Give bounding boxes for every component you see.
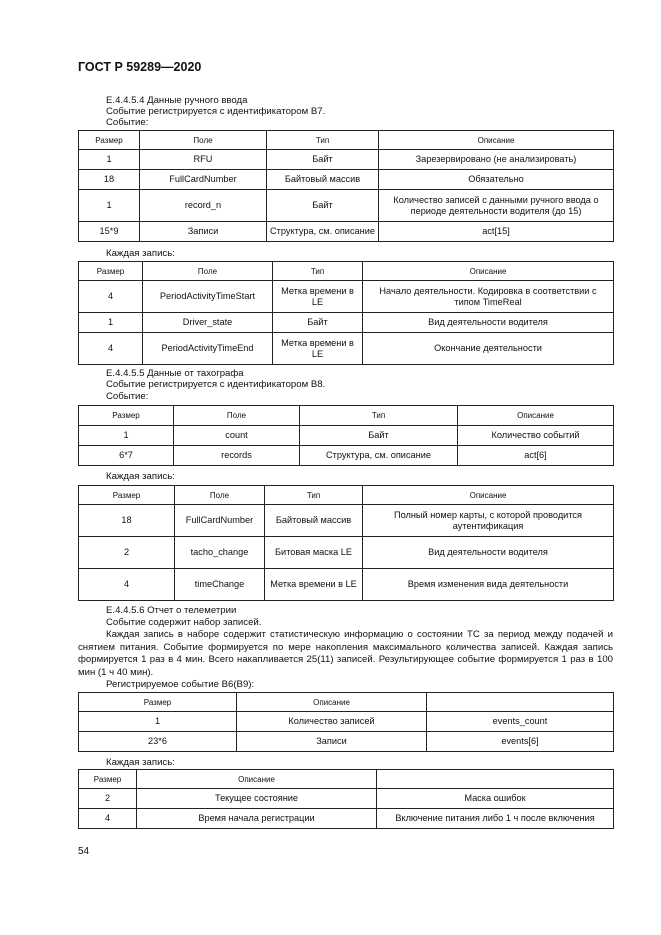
data-table [78, 405, 614, 466]
table-cell: Текущее состояние [137, 789, 377, 809]
section-title: Е.4.4.5.5 Данные от тахографа [106, 368, 244, 379]
table-cell: 1 [79, 426, 174, 446]
table-cell: Байтовый массив [267, 170, 379, 190]
table-row [79, 537, 614, 569]
table-cell: act[15] [379, 222, 614, 242]
text-line: Событие содержит набор записей. [106, 617, 262, 628]
table-cell: timeChange [175, 569, 265, 601]
table-cell: 2 [79, 537, 175, 569]
table-row [79, 505, 614, 537]
table-cell: 4 [79, 809, 137, 829]
column-header: Тип [267, 131, 379, 150]
section-title: Е.4.4.5.6 Отчет о телеметрии [106, 605, 237, 616]
text-line: Событие: [106, 391, 149, 402]
table-cell: Маска ошибок [377, 789, 614, 809]
table-cell: records [174, 446, 300, 466]
table-cell: Время изменения вида деятельности [363, 569, 614, 601]
table-cell: PeriodActivityTimeStart [143, 281, 273, 313]
table-cell: Структура, см. описание [267, 222, 379, 242]
table-row [79, 281, 614, 313]
data-table [78, 130, 614, 242]
table-cell: 1 [79, 313, 143, 333]
column-header: Описание [379, 131, 614, 150]
table-cell: Начало деятельности. Кодировка в соответствии с типом TimeReal [363, 281, 614, 313]
column-header: Тип [273, 262, 363, 281]
page-number: 54 [78, 846, 90, 857]
table-cell: 18 [79, 170, 140, 190]
data-table [78, 769, 614, 829]
table-cell: Количество записей с данными ручного ввода о периоде деятельности водителя (до 15) [379, 190, 614, 222]
table-cell: record_n [140, 190, 267, 222]
column-header: Описание [363, 262, 614, 281]
table-cell: 23*6 [79, 732, 237, 752]
column-header: Описание [237, 693, 427, 712]
table-cell: tacho_change [175, 537, 265, 569]
column-header: Тип [300, 406, 458, 426]
table-cell: Зарезервировано (не анализировать) [379, 150, 614, 170]
column-header: Описание [137, 770, 377, 789]
table-row [79, 150, 614, 170]
text-line: Событие: [106, 117, 149, 128]
column-header: Размер [79, 770, 137, 789]
table-cell: FullCardNumber [140, 170, 267, 190]
table-row [79, 569, 614, 601]
table-cell: Время начала регистрации [137, 809, 377, 829]
table-cell: Байт [273, 313, 363, 333]
column-header: Тип [265, 486, 363, 505]
text-line: Каждая запись: [106, 248, 175, 259]
table-cell: 4 [79, 569, 175, 601]
table-cell: events[6] [427, 732, 614, 752]
table-cell: Байт [267, 150, 379, 170]
table-row [79, 170, 614, 190]
column-header: Размер [79, 486, 175, 505]
table-cell: 15*9 [79, 222, 140, 242]
table-cell: Driver_state [143, 313, 273, 333]
table-cell: Полный номер карты, с которой проводится аутентификация [363, 505, 614, 537]
column-header [427, 693, 614, 712]
table-cell: RFU [140, 150, 267, 170]
data-table [78, 485, 614, 601]
table-cell: Метка времени в LE [273, 281, 363, 313]
text-line: Регистрируемое событие B6(B9): [106, 679, 255, 690]
table-cell: 2 [79, 789, 137, 809]
data-table [78, 261, 614, 365]
table-row [79, 732, 614, 752]
table-row [79, 426, 614, 446]
table-row [79, 222, 614, 242]
table-cell: 4 [79, 333, 143, 365]
table-cell: Окончание деятельности [363, 333, 614, 365]
table-cell: 1 [79, 190, 140, 222]
column-header: Поле [140, 131, 267, 150]
column-header: Размер [79, 693, 237, 712]
paragraph: Каждая запись в наборе содержит статистическую информацию о состоянии ТС за период между подачей и снятием питания. Событие формируется по мере накопления максимального количества записей. Каждая запись формируется 1 раз в 4 мин. Всего накапливается 25(11) записей. Результирующее событие формируется 1 раз в 100 мин (1 ч 40 мин). [78, 629, 613, 678]
table-cell: 18 [79, 505, 175, 537]
table-row [79, 712, 614, 732]
text-line: Каждая запись: [106, 757, 175, 768]
column-header: Поле [175, 486, 265, 505]
text-line: Каждая запись: [106, 471, 175, 482]
table-cell: 6*7 [79, 446, 174, 466]
table-cell: Включение питания либо 1 ч после включения [377, 809, 614, 829]
column-header: Размер [79, 262, 143, 281]
table-cell: Метка времени в LE [265, 569, 363, 601]
table-cell: Байт [300, 426, 458, 446]
table-cell: Записи [237, 732, 427, 752]
table-cell: PeriodActivityTimeEnd [143, 333, 273, 365]
table-cell: Вид деятельности водителя [363, 313, 614, 333]
table-cell: count [174, 426, 300, 446]
data-table [78, 692, 614, 752]
table-cell: act[6] [458, 446, 614, 466]
table-cell: Вид деятельности водителя [363, 537, 614, 569]
column-header: Поле [174, 406, 300, 426]
table-cell: Байт [267, 190, 379, 222]
table-row [79, 446, 614, 466]
table-cell: FullCardNumber [175, 505, 265, 537]
table-row [79, 809, 614, 829]
column-header: Размер [79, 131, 140, 150]
column-header [377, 770, 614, 789]
table-cell: Обязательно [379, 170, 614, 190]
table-cell: 1 [79, 150, 140, 170]
table-row [79, 789, 614, 809]
table-row [79, 313, 614, 333]
table-cell: events_count [427, 712, 614, 732]
table-row [79, 333, 614, 365]
text-line: Событие регистрируется с идентификатором B8. [106, 379, 326, 390]
document-header: ГОСТ Р 59289—2020 [78, 60, 202, 74]
table-cell: 4 [79, 281, 143, 313]
text-line: Событие регистрируется с идентификатором B7. [106, 106, 326, 117]
table-cell: Байтовый массив [265, 505, 363, 537]
table-cell: Количество событий [458, 426, 614, 446]
table-cell: Структура, см. описание [300, 446, 458, 466]
table-cell: Записи [140, 222, 267, 242]
table-cell: Битовая маска LE [265, 537, 363, 569]
column-header: Поле [143, 262, 273, 281]
column-header: Размер [79, 406, 174, 426]
table-cell: 1 [79, 712, 237, 732]
table-cell: Метка времени в LE [273, 333, 363, 365]
table-row [79, 190, 614, 222]
column-header: Описание [363, 486, 614, 505]
column-header: Описание [458, 406, 614, 426]
section-title: Е.4.4.5.4 Данные ручного ввода [106, 95, 248, 106]
table-cell: Количество записей [237, 712, 427, 732]
